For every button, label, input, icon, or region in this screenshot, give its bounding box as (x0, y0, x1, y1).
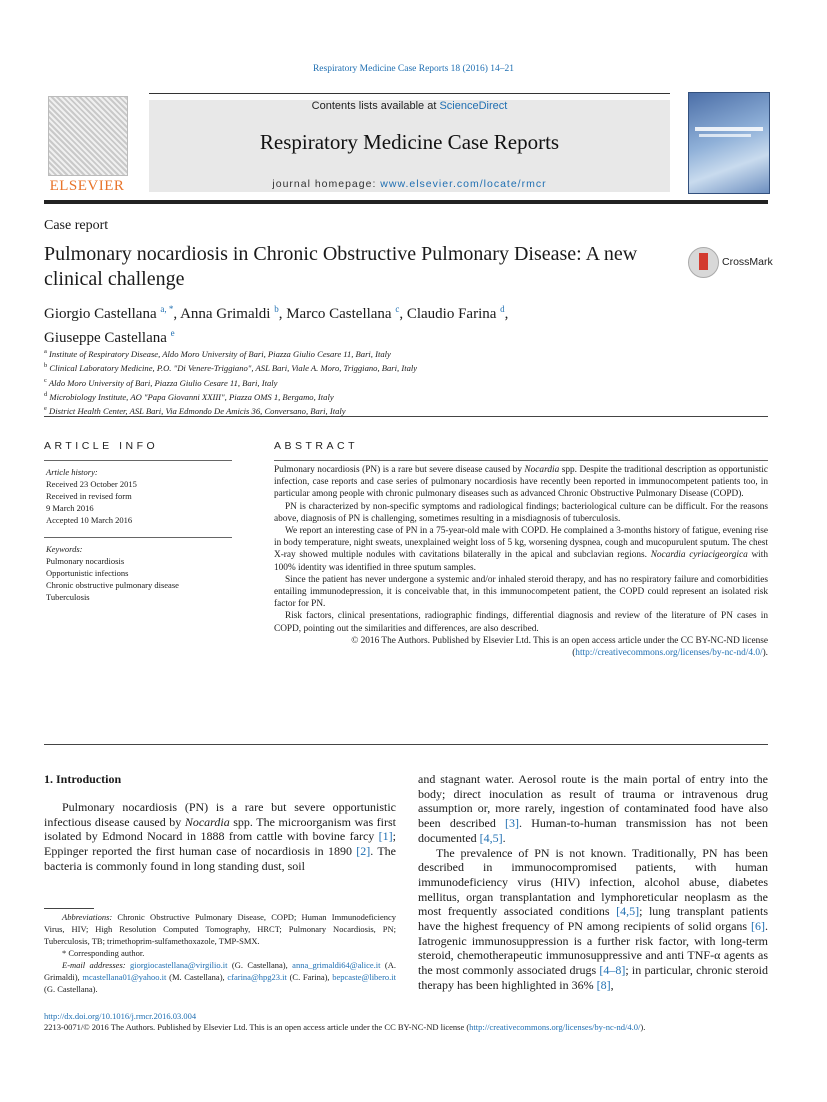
email-owner: (A. Grimaldi), (44, 960, 396, 982)
body-text: and stagnant water. Aerosol route is the main portal of entry into the body; direct inoculation as result of trauma or intravenous drug assumption or, more rarely, ingestion of contaminated food have also been described (418, 772, 768, 831)
affiliation-item (44, 389, 764, 403)
copyright-text: ). (762, 648, 768, 659)
author-separator: , (278, 306, 287, 322)
elsevier-logo[interactable] (44, 96, 130, 196)
affiliation-text: District Health Center, ASL Bari, Via Edmondo De Amicis 36, Conversano, Bari, Italy (49, 406, 346, 417)
affiliation-item (44, 360, 764, 374)
body-text: . The bacteria is commonly found in long standing dust, soil (44, 844, 396, 873)
history-label: Article history: (46, 467, 98, 477)
abbreviations-label: Abbreviations: (62, 912, 113, 922)
corresponding-footnote: * Corresponding author. (62, 948, 145, 958)
author-affiliation-mark[interactable]: a, * (160, 304, 174, 314)
author-affiliation-mark[interactable]: c (395, 304, 400, 314)
abstract-paragraph (274, 464, 768, 501)
author-separator: , (399, 306, 407, 322)
keywords-label: Keywords: (46, 544, 83, 554)
body-text: . (502, 830, 506, 845)
journal-citation-link[interactable]: Respiratory Medicine Case Reports 18 (2016) 14–21 (312, 64, 515, 74)
body-column-left (44, 800, 396, 874)
reference-link[interactable]: [1] (378, 829, 393, 844)
homepage-prefix: journal homepage: (272, 178, 381, 190)
contents-line (149, 100, 670, 112)
keywords-rule (44, 537, 232, 538)
reference-link[interactable]: [4,5] (616, 904, 640, 919)
author-separator: , (173, 306, 181, 322)
affiliation-text: Clinical Laboratory Medicine, P.O. "Di Venere-Triggiano", ASL Bari, Viale A. Moro, Triggiano, Bari, Italy (49, 363, 418, 374)
abstract-copyright (274, 635, 768, 659)
abstract-paragraph (274, 525, 768, 574)
email-link[interactable]: mcastellana01@yahoo.it (82, 972, 167, 982)
abbreviations-text: Chronic Obstructive Pulmonary Disease, COPD; Human Immunodeficiency Virus, HIV; High Resolution Computed Tomography, HRCT; Pulmonary Nocardiosis, PN; Tuberculosis, TB; trimethoprim-sulfamethoxazole, TMP-SMX. (44, 912, 396, 946)
abstract-paragraph: PN is characterized by non-specific symptoms and radiological findings; bacteriological culture can be difficult. For the reasons above, diagnosis of PN is challenging, sometimes resulting in a misdiagnosis of tuberculosis. (274, 501, 768, 524)
author-name[interactable]: Marco Castellana (286, 306, 392, 322)
affiliation-text: Aldo Moro University of Bari, Piazza Giulio Cesare 11, Bari, Italy (48, 377, 278, 388)
author-name[interactable]: Giuseppe Castellana (44, 330, 167, 346)
email-owner: (G. Castellana), (227, 960, 293, 970)
author-list (44, 300, 764, 348)
email-owner: (C. Farina), (286, 972, 333, 982)
footer-license-link[interactable]: http://creativecommons.org/licenses/by-nc-nd/4.0/ (469, 1022, 641, 1032)
author-name[interactable]: Giorgio Castellana (44, 306, 157, 322)
email-link[interactable]: giorgiocastellana@virgilio.it (130, 960, 228, 970)
email-footnote (44, 959, 396, 995)
abstract-heading: ABSTRACT (274, 440, 359, 452)
body-text: ; in particular, chronic steroid therapy has been highlighted in 36% (418, 963, 768, 992)
homepage-line (149, 178, 670, 190)
masthead-top-rule (149, 93, 670, 94)
affiliation-rule (44, 416, 768, 417)
footnote-rule (44, 908, 94, 909)
body-text: . Iatrogenic immunosuppression is a further risk factor, with long-term steroid, chemotherapeutic immunosuppressive and anti TNF-α agents as the most commonly associated drugs (418, 919, 768, 978)
cover-subtitle-bar (699, 134, 751, 137)
history-item: Received 23 October 2015 (46, 479, 137, 489)
abstract-text: We report an interesting case of PN in a 75-year-old male with COPD. He complained a 3-months history of fatigue, evening rise in body temperature, night sweats, unexplained weight loss of 5 kg, worsening dyspnea, cough and mucopurulent sputum. The chest X-ray showed multiple nodules with cavitations bilaterally in the apical and subclavian regions. (274, 526, 768, 561)
crossmark-badge[interactable] (688, 247, 780, 279)
body-text: , (610, 977, 614, 992)
abstract-body (274, 464, 768, 659)
body-italic: Nocardia (184, 814, 230, 829)
doi-link[interactable]: http://dx.doi.org/10.1016/j.rmcr.2016.03.004 (44, 1011, 197, 1021)
body-paragraph (418, 772, 768, 846)
body-text: spp. The microorganism was first isolated by Edmond Nocard in 1888 from cattle with bovine farcy (44, 814, 396, 844)
crossmark-icon (688, 247, 719, 278)
license-link[interactable]: http://creativecommons.org/licenses/by-nc-nd/4.0/ (575, 648, 763, 659)
author-affiliation-mark[interactable]: b (274, 304, 279, 314)
reference-link[interactable]: [4–8] (599, 963, 626, 978)
copyright-text: © 2016 The Authors. Published by Elsevier Ltd. This is an open access article under the CC BY-NC-ND license ( (351, 635, 768, 659)
reference-link[interactable]: [2] (356, 844, 371, 859)
crossmark-label: CrossMark (722, 256, 773, 268)
introduction-heading: 1. Introduction (44, 772, 122, 786)
abstract-paragraph: Since the patient has never undergone a systemic and/or inhaled steroid therapy, and has no respiratory failure and comorbidities entailing immunodepression, it is conceivable that, in this immunocompetent patient, the COPD could represent an isolated risk factor for PN. (274, 574, 768, 610)
article-title: Pulmonary nocardiosis in Chronic Obstructive Pulmonary Disease: A new clinical challenge (44, 243, 638, 290)
journal-name: Respiratory Medicine Case Reports (259, 130, 560, 154)
article-type: Case report (44, 218, 109, 233)
reference-link[interactable]: [3] (505, 816, 520, 831)
affiliation-item (44, 346, 764, 360)
contents-prefix: Contents lists available at (311, 100, 440, 112)
elsevier-tree-icon (48, 96, 128, 176)
body-paragraph (418, 846, 768, 993)
body-text: ; lung transplant patients have the highest frequency of PN among recipients of solid organs (418, 904, 768, 934)
body-paragraph (44, 800, 396, 874)
affiliation-mark: a (44, 348, 47, 355)
reference-link[interactable]: [6] (751, 919, 765, 934)
homepage-link[interactable]: www.elsevier.com/locate/rmcr (380, 178, 547, 190)
author-name[interactable]: Anna Grimaldi (180, 306, 271, 322)
email-owner: (G. Castellana). (44, 984, 98, 994)
abstract-paragraph: Risk factors, clinical presentations, radiographic findings, differential diagnosis and review of the literature of PN cases in COPD, pointing out the similarities and differences, are also described. (274, 611, 768, 634)
abstract-text: spp. Despite the traditional description as opportunistic infection, case reports and case series of pulmonary nocardiosis have recently been reported in immunocompetent patients too, in particular among people with chronic pulmonary diseases such as advanced Chronic Obstructive Pulmonary Disease (COPD). (274, 465, 768, 500)
email-link[interactable]: anna_grimaldi64@alice.it (292, 960, 381, 970)
email-label: E-mail addresses: (62, 960, 126, 970)
history-item: 9 March 2016 (46, 503, 94, 513)
abstract-text: with 100% identity was identified in three sputum samples. (274, 550, 768, 573)
body-text: The prevalence of PN is not known. Traditionally, PN has been described in immunocompromised patients, with human immunodeficiency virus (HIV) infection, alcohol abuse, diabetes mellitus, organ transplantation and lymphoreticular neoplasm as the most frequently associated conditions (418, 845, 768, 919)
body-text: Pulmonary nocardiosis (PN) is a rare but severe opportunistic infectious disease caused by (44, 800, 396, 829)
license-footer (44, 1022, 774, 1032)
author-name[interactable]: Claudio Farina (406, 306, 497, 322)
abstract-text: Pulmonary nocardiosis (PN) is a rare but severe disease caused by (274, 465, 525, 475)
body-text: . Human-to-human transmission has not been documented (418, 816, 768, 845)
email-link[interactable]: bepcaste@libero.it (332, 972, 397, 982)
affiliation-mark: b (44, 362, 48, 370)
history-item: Accepted 10 March 2016 (46, 515, 133, 525)
affiliation-text: Microbiology Institute, AO "Papa Giovanni XXIII", Piazza OMS 1, Bergamo, Italy (49, 391, 334, 402)
cover-title-bar (695, 127, 763, 131)
body-column-right (418, 772, 768, 993)
reference-link[interactable]: [8] (596, 977, 611, 992)
license-text: ). (640, 1022, 646, 1032)
affiliation-list (44, 346, 764, 418)
author-affiliation-mark[interactable]: d (500, 304, 505, 314)
affiliation-mark: d (44, 391, 48, 399)
abstract-italic: Nocardia cyriacigeorgica (650, 550, 748, 561)
affiliation-mark: c (44, 376, 47, 384)
sciencedirect-link[interactable]: ScienceDirect (439, 100, 508, 112)
keyword-item: Chronic obstructive pulmonary disease (46, 580, 179, 590)
keyword-item: Opportunistic infections (46, 568, 129, 578)
footnotes (44, 911, 396, 995)
journal-cover-thumbnail[interactable] (688, 92, 770, 194)
abstract-italic: Nocardia (524, 465, 560, 475)
author-affiliation-mark[interactable]: e (170, 328, 175, 338)
email-link[interactable]: cfarina@hpg23.it (227, 972, 287, 982)
body-text: ; Eppinger reported the first human case of nocardiosis in 1890 (44, 829, 396, 859)
article-history (46, 466, 232, 526)
affiliation-mark: e (44, 405, 47, 413)
email-owner: (M. Castellana), (166, 972, 228, 982)
article-info-heading: ARTICLE INFO (44, 440, 159, 452)
author-separator: , (504, 306, 509, 322)
abbreviations-footnote (44, 911, 396, 947)
abstract-rule (274, 460, 768, 461)
license-text: 2213-0071/© 2016 The Authors. Published by Elsevier Ltd. This is an open access article under the CC BY-NC-ND license ( (44, 1022, 470, 1032)
affiliation-text: Institute of Respiratory Disease, Aldo Moro University of Bari, Piazza Giulio Cesare 11, Bari, Italy (49, 348, 391, 359)
article-info-rule (44, 460, 232, 461)
keyword-item: Tuberculosis (46, 592, 90, 602)
affiliation-item (44, 375, 764, 389)
reference-link[interactable]: [4,5] (479, 830, 503, 845)
history-item: Received in revised form (46, 491, 132, 501)
keyword-item: Pulmonary nocardiosis (46, 556, 125, 566)
masthead-bottom-rule (44, 200, 768, 204)
keywords-block (46, 543, 232, 603)
elsevier-wordmark: ELSEVIER (49, 178, 125, 194)
body-rule (44, 744, 768, 745)
